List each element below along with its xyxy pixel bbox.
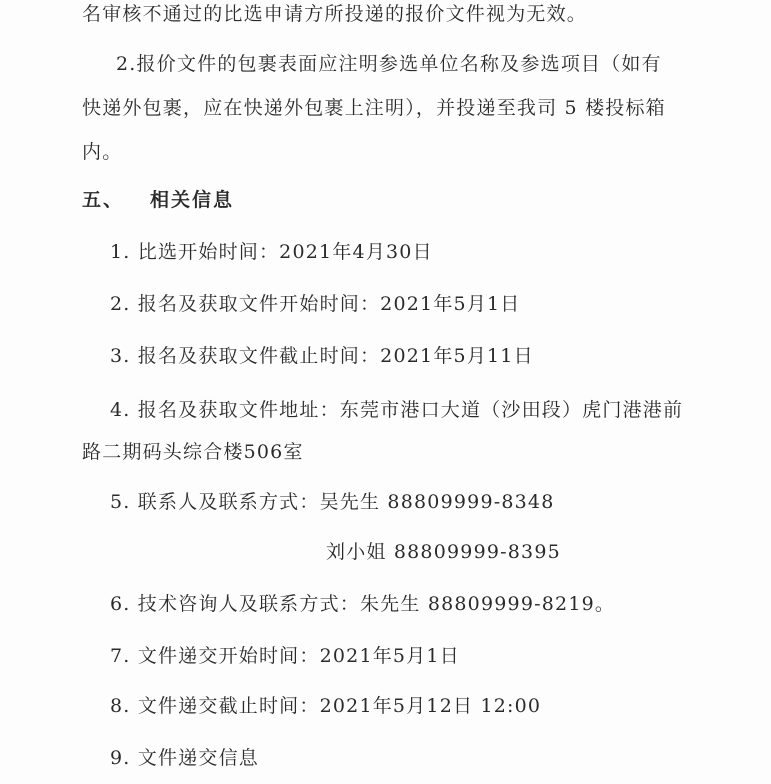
section-5-title: 相关信息 (150, 189, 235, 211)
list-item-number: 6. (110, 593, 131, 615)
list-item-text: 技术咨询人及联系方式：朱先生 88809999-8219。 (137, 593, 616, 615)
list-item-3 (110, 344, 534, 368)
list-item-number: 7. (110, 645, 131, 667)
list-item-text: 文件递交信息 (137, 747, 259, 769)
list-item-4-continuation: 路二期码头综合楼506室 (82, 441, 304, 463)
paragraph-2-line-3: 内。 (82, 141, 123, 163)
paragraph-2-line-1: 2.报价文件的包裹表面应注明参选单位名称及参选项目（如有 (116, 53, 662, 75)
list-item-5 (110, 490, 555, 514)
list-item-number: 2. (110, 293, 131, 315)
list-item-7 (110, 644, 460, 668)
list-item-number: 3. (110, 345, 131, 367)
list-item-text: 文件递交截止时间：2021年5月12日 12:00 (137, 695, 542, 717)
paragraph-2-line-2: 快递外包裹，应在快递外包裹上注明），并投递至我司 5 楼投标箱 (82, 97, 666, 119)
section-5-number: 五、 (82, 189, 125, 211)
list-item-1 (110, 240, 433, 264)
paragraph-1-tail: 名审核不通过的比选申请方所投递的报价文件视为无效。 (82, 3, 588, 25)
list-item-5-continuation: 刘小姐 88809999-8395 (326, 541, 561, 563)
list-item-text: 比选开始时间：2021年4月30日 (137, 241, 433, 263)
list-item-text: 文件递交开始时间：2021年5月1日 (137, 645, 460, 667)
list-item-number: 8. (110, 695, 131, 717)
list-item-text: 报名及获取文件地址：东莞市港口大道（沙田段）虎门港港前 (137, 399, 684, 421)
list-item-9 (110, 746, 259, 770)
list-item-4 (110, 398, 683, 422)
list-item-2 (110, 292, 521, 316)
list-item-text: 联系人及联系方式：吴先生 88809999-8348 (137, 491, 555, 513)
section-5-heading (82, 188, 234, 212)
list-item-number: 9. (110, 747, 131, 769)
list-item-text: 报名及获取文件开始时间：2021年5月1日 (137, 293, 521, 315)
list-item-8 (110, 694, 541, 718)
list-item-text: 报名及获取文件截止时间：2021年5月11日 (137, 345, 534, 367)
list-item-number: 1. (110, 241, 131, 263)
list-item-number: 5. (110, 491, 131, 513)
list-item-6 (110, 592, 615, 616)
list-item-number: 4. (110, 399, 131, 421)
